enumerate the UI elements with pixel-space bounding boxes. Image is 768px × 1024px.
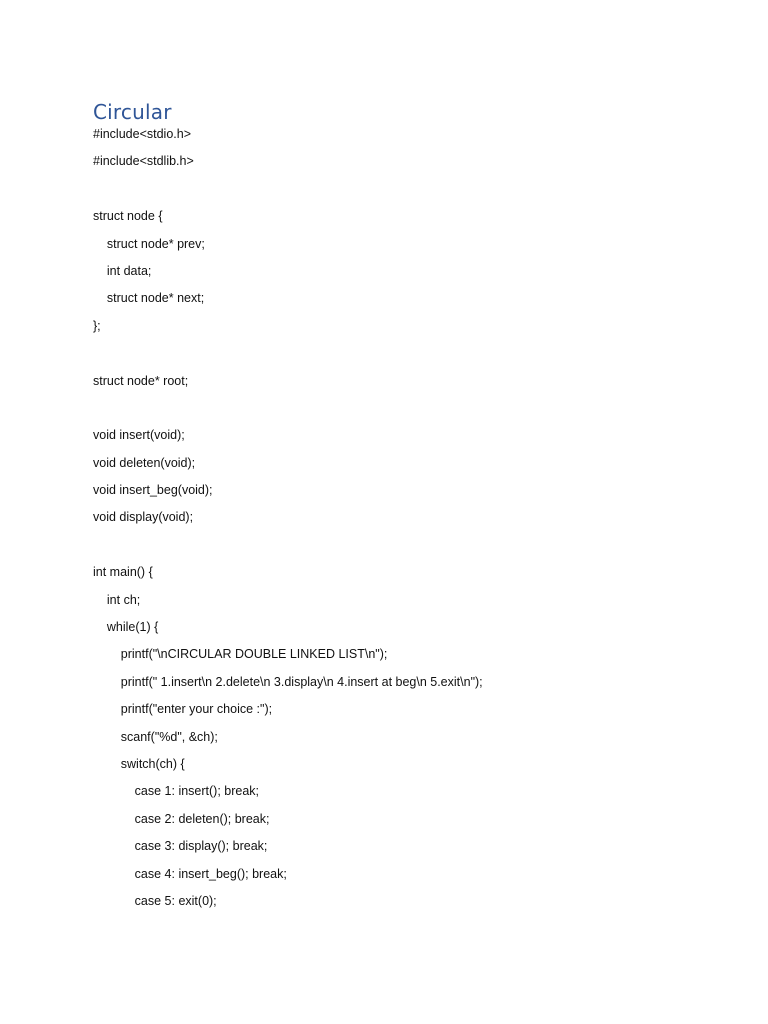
code-block: [93, 125, 733, 919]
blank-line: [93, 536, 733, 563]
code-line: };: [93, 318, 101, 333]
code-line: int data;: [93, 263, 152, 278]
code-line: struct node* prev;: [93, 236, 205, 251]
code-line: printf("enter your choice :");: [93, 702, 273, 717]
code-line: void insert(void);: [93, 428, 185, 443]
blank-line: [93, 180, 733, 207]
code-line: case 2: deleten(); break;: [93, 811, 270, 826]
code-line: case 3: display(); break;: [93, 839, 268, 854]
code-line: struct node* next;: [93, 291, 205, 306]
code-line: scanf("%d", &ch);: [93, 729, 218, 744]
code-line: case 5: exit(0);: [93, 893, 217, 908]
code-line: #include<stdlib.h>: [93, 154, 194, 169]
code-line: printf("\nCIRCULAR DOUBLE LINKED LIST\n");: [93, 647, 388, 662]
code-line: struct node {: [93, 209, 163, 224]
code-line: struct node* root;: [93, 373, 189, 388]
code-line: void deleten(void);: [93, 455, 196, 470]
code-line: int ch;: [93, 592, 141, 607]
code-line: void insert_beg(void);: [93, 483, 213, 498]
code-line: switch(ch) {: [93, 756, 185, 771]
code-line: case 4: insert_beg(); break;: [93, 866, 287, 881]
blank-line: [93, 344, 733, 371]
blank-line: [93, 399, 733, 426]
code-line: int main() {: [93, 565, 153, 580]
code-line: printf(" 1.insert\n 2.delete\n 3.display\n 4.insert at beg\n 5.exit\n");: [93, 674, 483, 689]
code-line: void display(void);: [93, 510, 194, 525]
code-line: #include<stdio.h>: [93, 127, 191, 141]
document-heading: Circular: [93, 100, 172, 124]
code-line: while(1) {: [93, 620, 159, 635]
code-line: case 1: insert(); break;: [93, 784, 260, 799]
